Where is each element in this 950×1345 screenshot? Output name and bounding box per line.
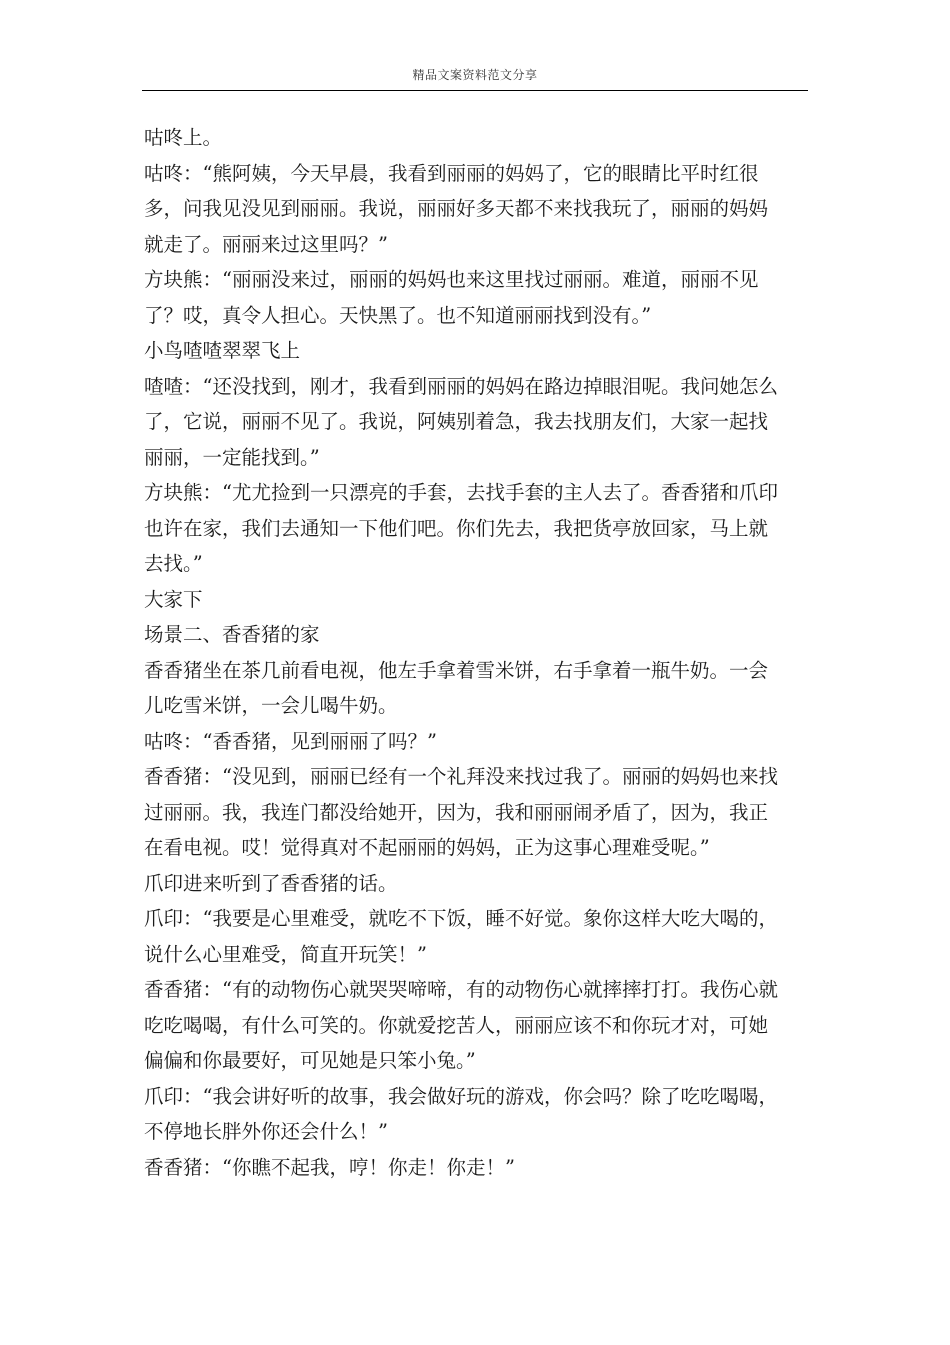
- paragraph: 爪印进来听到了香香猪的话。: [144, 871, 398, 895]
- paragraph: 小鸟喳喳翠翠飞上: [144, 339, 301, 362]
- paragraph: 爪印：“我会讲好听的故事，我会做好玩的游戏，你会吗？除了吃吃喝喝，不停地长胖外你还会什么！”: [144, 1084, 778, 1143]
- page-header: 精品文案资料范文分享: [412, 68, 538, 82]
- script-body: [144, 120, 784, 1185]
- paragraph: 香香猪：“你瞧不起我，哼！你走！你走！”: [144, 1155, 515, 1179]
- paragraph: 香香猪：“没见到，丽丽已经有一个礼拜没来找过我了。丽丽的妈妈也来找过丽丽。我，我连门都没给她开，因为，我和丽丽闹矛盾了，因为，我正在看电视。哎！觉得真对不起丽丽的妈妈，正为这事心理难受呢。”: [144, 765, 778, 859]
- paragraph: 大家下: [144, 587, 203, 611]
- scene-heading: 场景二、香香猪的家: [144, 623, 320, 646]
- paragraph: 咕咚上。: [144, 126, 223, 149]
- paragraph: 咕咚：“熊阿姨，今天早晨，我看到丽丽的妈妈了，它的眼睛比平时红很多，问我见没见到丽丽。我说，丽丽好多天都不来找我玩了，丽丽的妈妈就走了。丽丽来过这里吗？”: [144, 161, 769, 256]
- paragraph: 喳喳：“还没找到，刚才，我看到丽丽的妈妈在路边掉眼泪呢。我问她怎么了，它说，丽丽不见了。我说，阿姨别着急，我去找朋友们，大家一起找丽丽，一定能找到。”: [144, 374, 778, 469]
- paragraph: 方块熊：“丽丽没来过，丽丽的妈妈也来这里找过丽丽。难道，丽丽不见了？哎，真令人担心。天快黑了。也不知道丽丽找到没有。”: [144, 268, 759, 327]
- paragraph: 香香猪：“有的动物伤心就哭哭啼啼，有的动物伤心就摔摔打打。我伤心就吃吃喝喝，有什么可笑的。你就爱挖苦人，丽丽应该不和你玩才对，可她偏偏和你最要好，可见她是只笨小兔。”: [144, 978, 778, 1072]
- paragraph: 香香猪坐在茶几前看电视，他左手拿着雪米饼，右手拿着一瓶牛奶。一会儿吃雪米饼，一会儿喝牛奶。: [144, 658, 769, 717]
- paragraph: 爪印：“我要是心里难受，就吃不下饭，睡不好觉。象你这样大吃大喝的，说什么心里难受，简直开玩笑！”: [144, 907, 778, 966]
- header-divider: [142, 90, 808, 91]
- paragraph: 方块熊：“尤尤捡到一只漂亮的手套，去找手套的主人去了。香香猪和爪印也许在家，我们去通知一下他们吧。你们先去，我把货亭放回家，马上就去找。”: [144, 481, 778, 575]
- paragraph: 咕咚：“香香猪，见到丽丽了吗？”: [144, 729, 437, 753]
